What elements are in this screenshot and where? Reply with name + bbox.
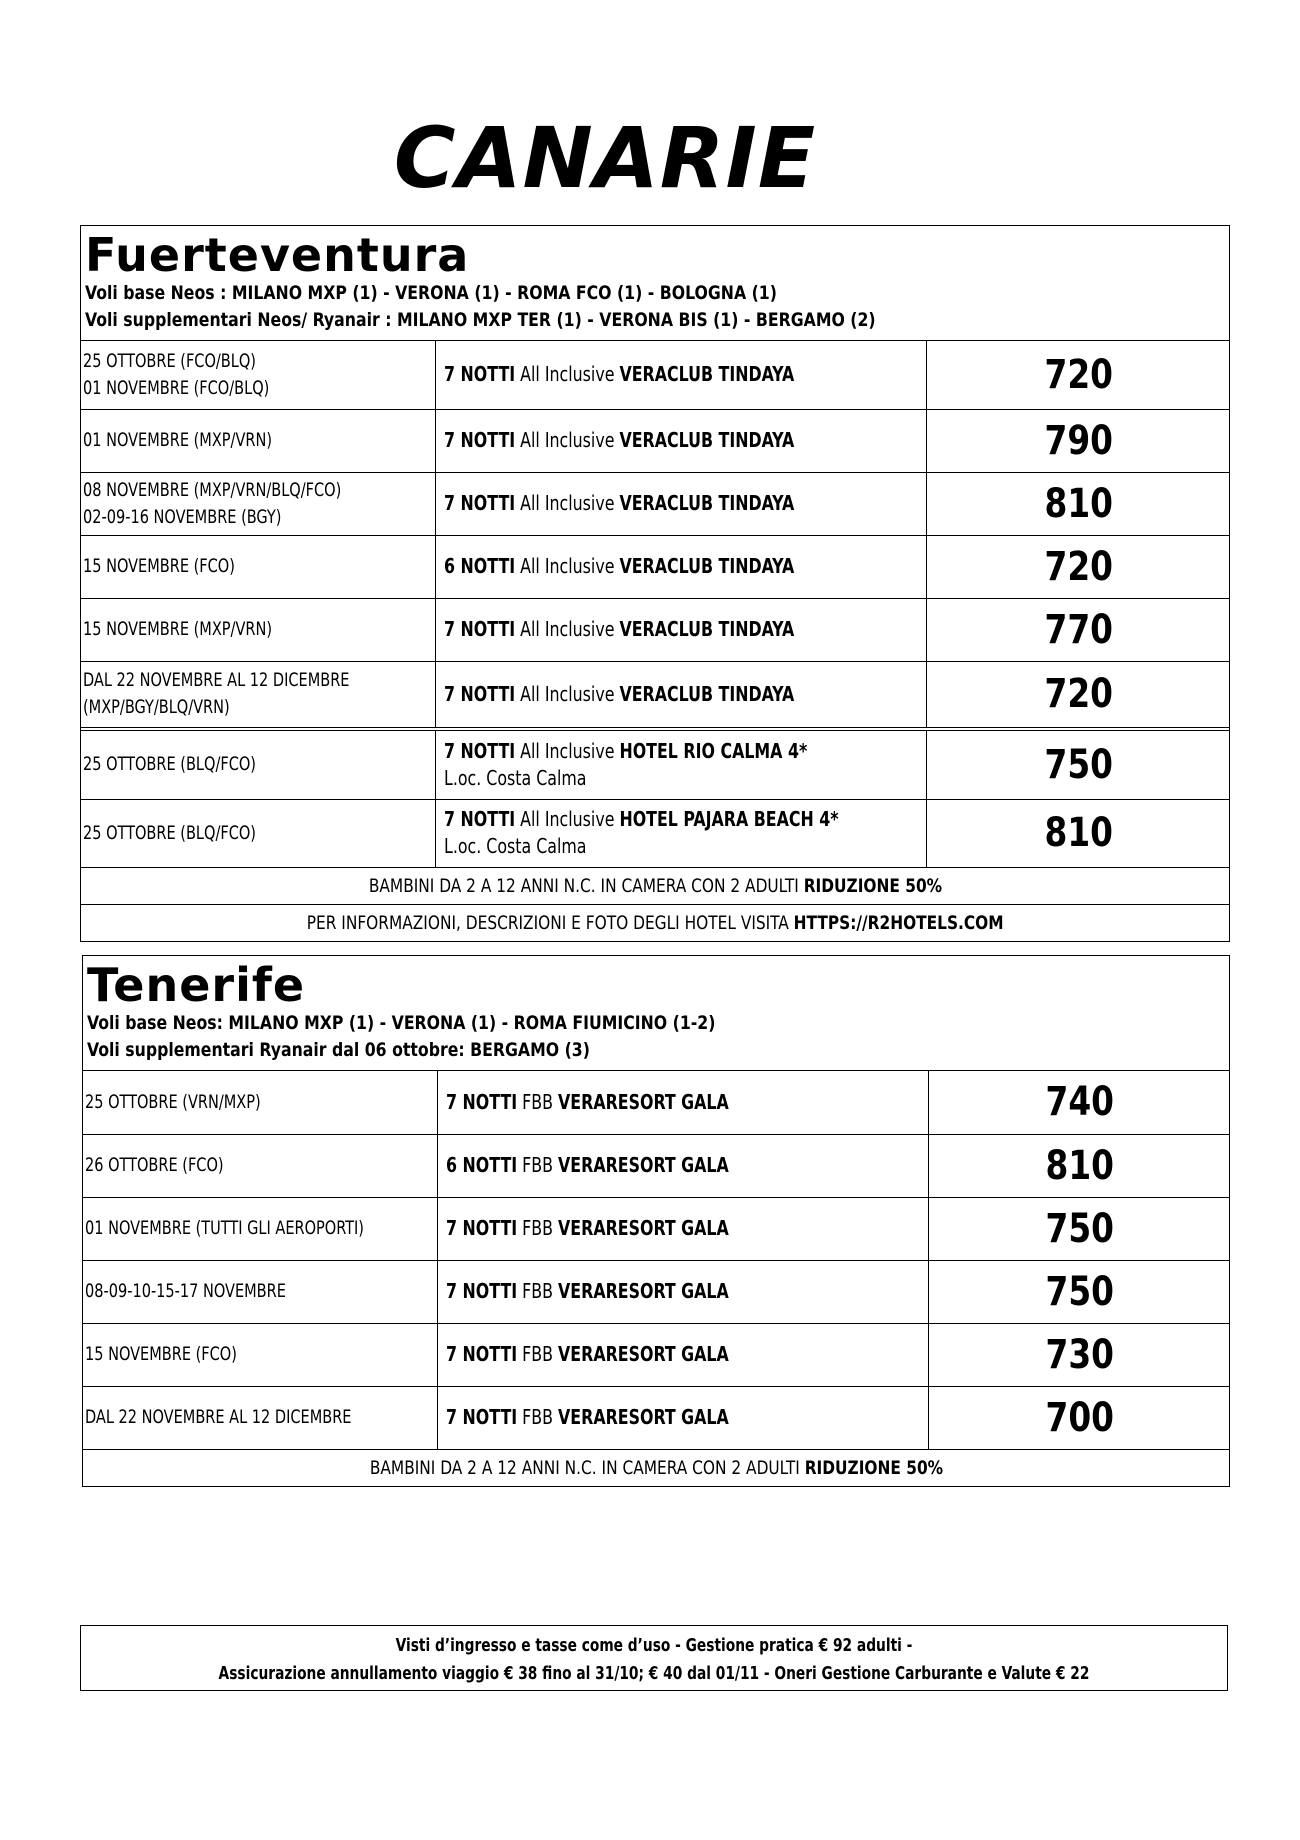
price: 810: [1044, 480, 1114, 527]
nights: 7 NOTTI: [444, 681, 516, 706]
hotel-location: L.oc. Costa Calma: [444, 765, 587, 790]
date-cell: [81, 729, 436, 799]
children-note: BAMBINI DA 2 A 12 ANNI N.C. IN CAMERA CON 2 ADULTI RIDUZIONE 50%: [81, 867, 1229, 904]
package-cell: [436, 341, 927, 409]
package-cell: [436, 799, 927, 867]
date-line: 26 OTTOBRE (FCO): [85, 1154, 224, 1176]
date-cell: [83, 1134, 438, 1197]
table-row: [83, 1323, 1229, 1386]
date-line: 15 NOVEMBRE (FCO): [83, 555, 235, 577]
table-row: [83, 1134, 1229, 1197]
hotel-location: L.oc. Costa Calma: [444, 834, 587, 859]
fuerteventura-table: [81, 341, 1229, 867]
package-cell: [436, 472, 927, 535]
nights: 7 NOTTI: [444, 738, 516, 763]
hotel-name: VERACLUB TINDAYA: [619, 491, 795, 515]
nights: 7 NOTTI: [444, 491, 516, 515]
table-row: [83, 1197, 1229, 1260]
table-row: [83, 1071, 1229, 1134]
date-cell: [83, 1071, 438, 1134]
date-cell: [83, 1260, 438, 1323]
nights: 7 NOTTI: [446, 1089, 518, 1114]
table-row: [81, 409, 1229, 472]
package-cell: [436, 661, 927, 729]
date-line: 25 OTTOBRE (BLQ/FCO): [83, 753, 256, 776]
date-line: (MXP/BGY/BLQ/VRN): [83, 696, 230, 719]
section-title: Fuerteventura: [85, 228, 470, 282]
table-row: [81, 535, 1229, 598]
hotel-name: VERARESORT GALA: [558, 1216, 729, 1240]
date-cell: [81, 409, 436, 472]
date-line: 08-09-10-15-17 NOVEMBRE: [85, 1280, 286, 1302]
hotel-name: VERACLUB TINDAYA: [619, 681, 795, 706]
date-line: 01 NOVEMBRE (FCO/BLQ): [83, 376, 270, 399]
price: 790: [1044, 417, 1114, 464]
date-line: 15 NOVEMBRE (MXP/VRN): [83, 618, 273, 640]
nights: 7 NOTTI: [446, 1216, 518, 1240]
date-line: 02-09-16 NOVEMBRE (BGY): [83, 505, 282, 528]
board-type: FBB: [522, 1279, 554, 1303]
package-cell: [438, 1134, 929, 1197]
hotel-name: VERARESORT GALA: [558, 1089, 729, 1114]
date-line: 01 NOVEMBRE (MXP/VRN): [83, 429, 273, 451]
date-cell: [81, 472, 436, 535]
nights: 6 NOTTI: [444, 554, 516, 578]
price: 750: [1044, 741, 1114, 788]
price: 750: [1045, 1268, 1115, 1315]
nights: 7 NOTTI: [446, 1279, 518, 1303]
hotel-name: VERACLUB TINDAYA: [619, 428, 795, 452]
table-row: [81, 472, 1229, 535]
package-cell: [438, 1197, 929, 1260]
package-cell: [438, 1260, 929, 1323]
date-line: DAL 22 NOVEMBRE AL 12 DICEMBRE: [85, 1406, 352, 1429]
date-cell: [81, 598, 436, 661]
table-row: [81, 729, 1229, 799]
date-cell: [81, 535, 436, 598]
price-cell: [927, 341, 1230, 409]
board-type: All Inclusive: [520, 681, 615, 706]
nights: 7 NOTTI: [444, 807, 516, 832]
nights: 7 NOTTI: [444, 362, 516, 387]
board-type: All Inclusive: [520, 738, 615, 763]
price-cell: [929, 1134, 1230, 1197]
table-row: [81, 341, 1229, 409]
package-cell: [436, 729, 927, 799]
price: 700: [1045, 1394, 1115, 1441]
price-cell: [929, 1260, 1230, 1323]
board-type: All Inclusive: [520, 362, 615, 387]
date-line: 25 OTTOBRE (VRN/MXP): [85, 1090, 261, 1113]
hotel-name: VERACLUB TINDAYA: [619, 362, 795, 387]
price-cell: [927, 598, 1230, 661]
price: 720: [1044, 671, 1114, 718]
footer-line-2: Assicurazione annullamento viaggio € 38 fino al 31/10; € 40 dal 01/11 - Oneri Gestione Carburante e Valute € 22: [218, 1663, 1090, 1684]
package-cell: [438, 1323, 929, 1386]
price-cell: [929, 1197, 1230, 1260]
price-cell: [927, 409, 1230, 472]
tenerife-header: [83, 956, 1229, 1071]
package-cell: [436, 409, 927, 472]
price-cell: [927, 472, 1230, 535]
hotel-name: VERARESORT GALA: [558, 1153, 729, 1177]
extra-flights: Voli supplementari Neos/ Ryanair : MILANO MXP TER (1) - VERONA BIS (1) - BERGAMO (2): [85, 309, 876, 331]
date-line: 25 OTTOBRE (FCO/BLQ): [83, 349, 256, 372]
price-cell: [927, 799, 1230, 867]
date-line: 15 NOVEMBRE (FCO): [85, 1343, 237, 1365]
hotel-name: HOTEL PAJARA BEACH 4*: [619, 807, 839, 832]
price: 720: [1044, 351, 1114, 398]
table-row: [83, 1386, 1229, 1449]
price-cell: [929, 1386, 1230, 1449]
board-type: FBB: [522, 1405, 554, 1430]
price: 750: [1045, 1205, 1115, 1252]
section-title: Tenerife: [87, 958, 306, 1012]
price: 730: [1045, 1331, 1115, 1378]
info-note: PER INFORMAZIONI, DESCRIZIONI E FOTO DEGLI HOTEL VISITA HTTPS://R2HOTELS.COM: [81, 904, 1229, 941]
date-line: 25 OTTOBRE (BLQ/FCO): [83, 821, 256, 844]
price: 770: [1044, 606, 1114, 653]
date-cell: [83, 1323, 438, 1386]
price: 810: [1044, 810, 1114, 857]
date-line: DAL 22 NOVEMBRE AL 12 DICEMBRE: [83, 669, 350, 692]
board-type: All Inclusive: [520, 554, 615, 578]
board-type: FBB: [522, 1216, 554, 1240]
price: 740: [1045, 1079, 1115, 1126]
package-cell: [436, 535, 927, 598]
hotel-name: VERACLUB TINDAYA: [619, 617, 795, 641]
fuerteventura-header: [81, 226, 1229, 341]
package-cell: [438, 1071, 929, 1134]
hotel-name: HOTEL RIO CALMA 4*: [619, 738, 808, 763]
price: 720: [1044, 543, 1114, 590]
base-flights: Voli base Neos : MILANO MXP (1) - VERONA (1) - ROMA FCO (1) - BOLOGNA (1): [85, 282, 777, 304]
board-type: All Inclusive: [520, 428, 615, 452]
nights: 6 NOTTI: [446, 1153, 518, 1177]
table-row: [81, 598, 1229, 661]
nights: 7 NOTTI: [444, 617, 516, 641]
nights: 7 NOTTI: [446, 1405, 518, 1430]
price-cell: [929, 1071, 1230, 1134]
fuerteventura-section: [80, 225, 1230, 942]
hotel-name: VERARESORT GALA: [558, 1342, 729, 1366]
board-type: FBB: [522, 1342, 554, 1366]
footer-line-1: Visti d’ingresso e tasse come d’uso - Gestione pratica € 92 adulti -: [395, 1635, 913, 1656]
hotel-name: VERARESORT GALA: [558, 1279, 729, 1303]
hotel-name: VERACLUB TINDAYA: [619, 554, 795, 578]
price: 810: [1045, 1142, 1115, 1189]
price-cell: [927, 535, 1230, 598]
board-type: FBB: [522, 1089, 554, 1114]
table-row: [81, 661, 1229, 729]
board-type: All Inclusive: [520, 807, 615, 832]
nights: 7 NOTTI: [446, 1342, 518, 1366]
table-row: [81, 799, 1229, 867]
base-flights: Voli base Neos: MILANO MXP (1) - VERONA (1) - ROMA FIUMICINO (1-2): [87, 1012, 716, 1034]
footer-notes: [80, 1625, 1228, 1691]
page-title: CANARIE: [393, 109, 817, 207]
price-cell: [927, 661, 1230, 729]
price-cell: [929, 1323, 1230, 1386]
date-cell: [81, 799, 436, 867]
children-note: BAMBINI DA 2 A 12 ANNI N.C. IN CAMERA CON 2 ADULTI RIDUZIONE 50%: [83, 1449, 1229, 1486]
tenerife-section: [82, 955, 1230, 1487]
package-cell: [436, 598, 927, 661]
date-line: 01 NOVEMBRE (TUTTI GLI AEROPORTI): [85, 1217, 364, 1239]
hotel-name: VERARESORT GALA: [558, 1405, 729, 1430]
date-cell: [83, 1386, 438, 1449]
date-cell: [83, 1197, 438, 1260]
board-type: FBB: [522, 1153, 554, 1177]
price-cell: [927, 729, 1230, 799]
date-cell: [81, 661, 436, 729]
date-cell: [81, 341, 436, 409]
table-row: [83, 1260, 1229, 1323]
date-line: 08 NOVEMBRE (MXP/VRN/BLQ/FCO): [83, 478, 342, 501]
website-link[interactable]: HTTPS://R2HOTELS.COM: [793, 912, 1004, 934]
nights: 7 NOTTI: [444, 428, 516, 452]
extra-flights: Voli supplementari Ryanair dal 06 ottobre: BERGAMO (3): [87, 1039, 590, 1061]
tenerife-table: [83, 1071, 1229, 1449]
board-type: All Inclusive: [520, 491, 615, 515]
package-cell: [438, 1386, 929, 1449]
board-type: All Inclusive: [520, 617, 615, 641]
